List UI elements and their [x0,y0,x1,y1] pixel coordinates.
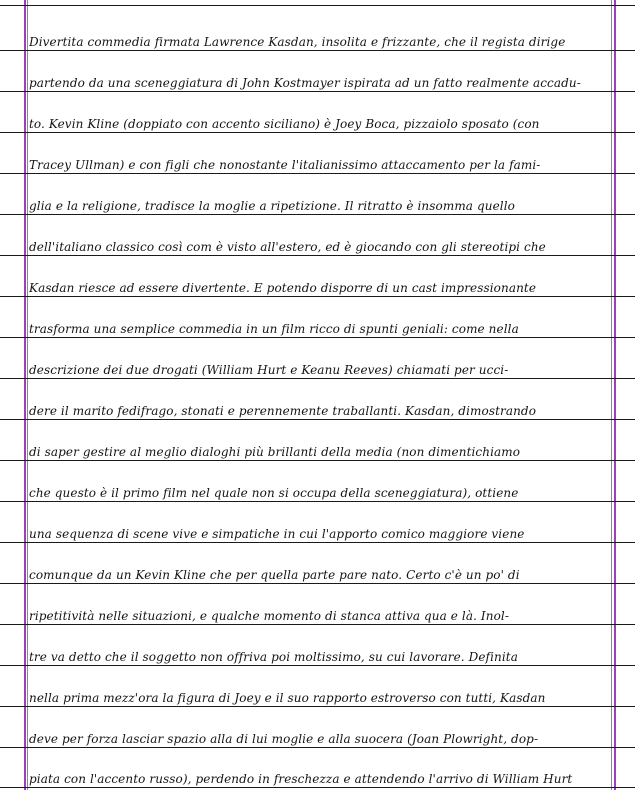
handwritten-line: piata con l'accento russo), perdendo in freschezza e attendendo l'arrivo di William Hurt [29,772,573,786]
handwritten-line: glia e la religione, tradisce la moglie a ripetizione. Il ritratto è insomma quello [29,199,515,213]
handwritten-line: Kasdan riesce ad essere divertente. E potendo disporre di un cast impressionante [29,281,537,295]
left-margin-line [24,0,26,790]
handwritten-line: dere il marito fedifrago, stonati e perennemente traballanti. Kasdan, dimostrando [29,404,537,418]
handwritten-line: nella prima mezz'ora la figura di Joey e il suo rapporto estroverso con tutti, Kasdan [29,691,546,705]
handwritten-line: descrizione dei due drogati (William Hurt e Keanu Reeves) chiamati per ucci- [29,363,509,377]
right-margin-line-inner [611,0,612,790]
handwritten-line: che questo è il primo film nel quale non si occupa della sceneggiatura), ottiene [29,486,519,500]
handwritten-line: ripetitività nelle situazioni, e qualche momento di stanca attiva qua e là. Inol- [29,609,510,623]
handwritten-line: una sequenza di scene vive e simpatiche in cui l'apporto comico maggiore viene [29,527,525,541]
handwritten-line: to. Kevin Kline (doppiato con accento siciliano) è Joey Boca, pizzaiolo sposato (con [29,117,540,131]
handwritten-line: Tracey Ullman) e con figli che nonostante l'italianissimo attaccamento per la fami- [29,158,541,172]
handwritten-line: tre va detto che il soggetto non offriva poi moltissimo, su cui lavorare. Definita [29,650,518,664]
left-margin-line-inner [27,0,28,790]
ruled-line [0,5,635,6]
handwritten-line: dell'italiano classico così com è visto all'estero, ed è giocando con gli stereotipi che [29,240,546,254]
handwritten-line: deve per forza lasciar spazio alla di lui moglie e alla suocera (Joan Plowright, dop- [29,732,539,746]
right-margin-line [614,0,616,790]
handwritten-line: comunque da un Kevin Kline che per quella parte pare nato. Certo c'è un po' di [29,568,520,582]
handwritten-line: Divertita commedia firmata Lawrence Kasdan, insolita e frizzante, che il regista dirige [29,35,566,49]
handwritten-line: partendo da una sceneggiatura di John Kostmayer ispirata ad un fatto realmente accadu- [29,76,581,90]
handwritten-line: trasforma una semplice commedia in un film ricco di spunti geniali: come nella [29,322,519,336]
handwritten-line: di saper gestire al meglio dialoghi più brillanti della media (non dimentichiamo [29,445,521,459]
